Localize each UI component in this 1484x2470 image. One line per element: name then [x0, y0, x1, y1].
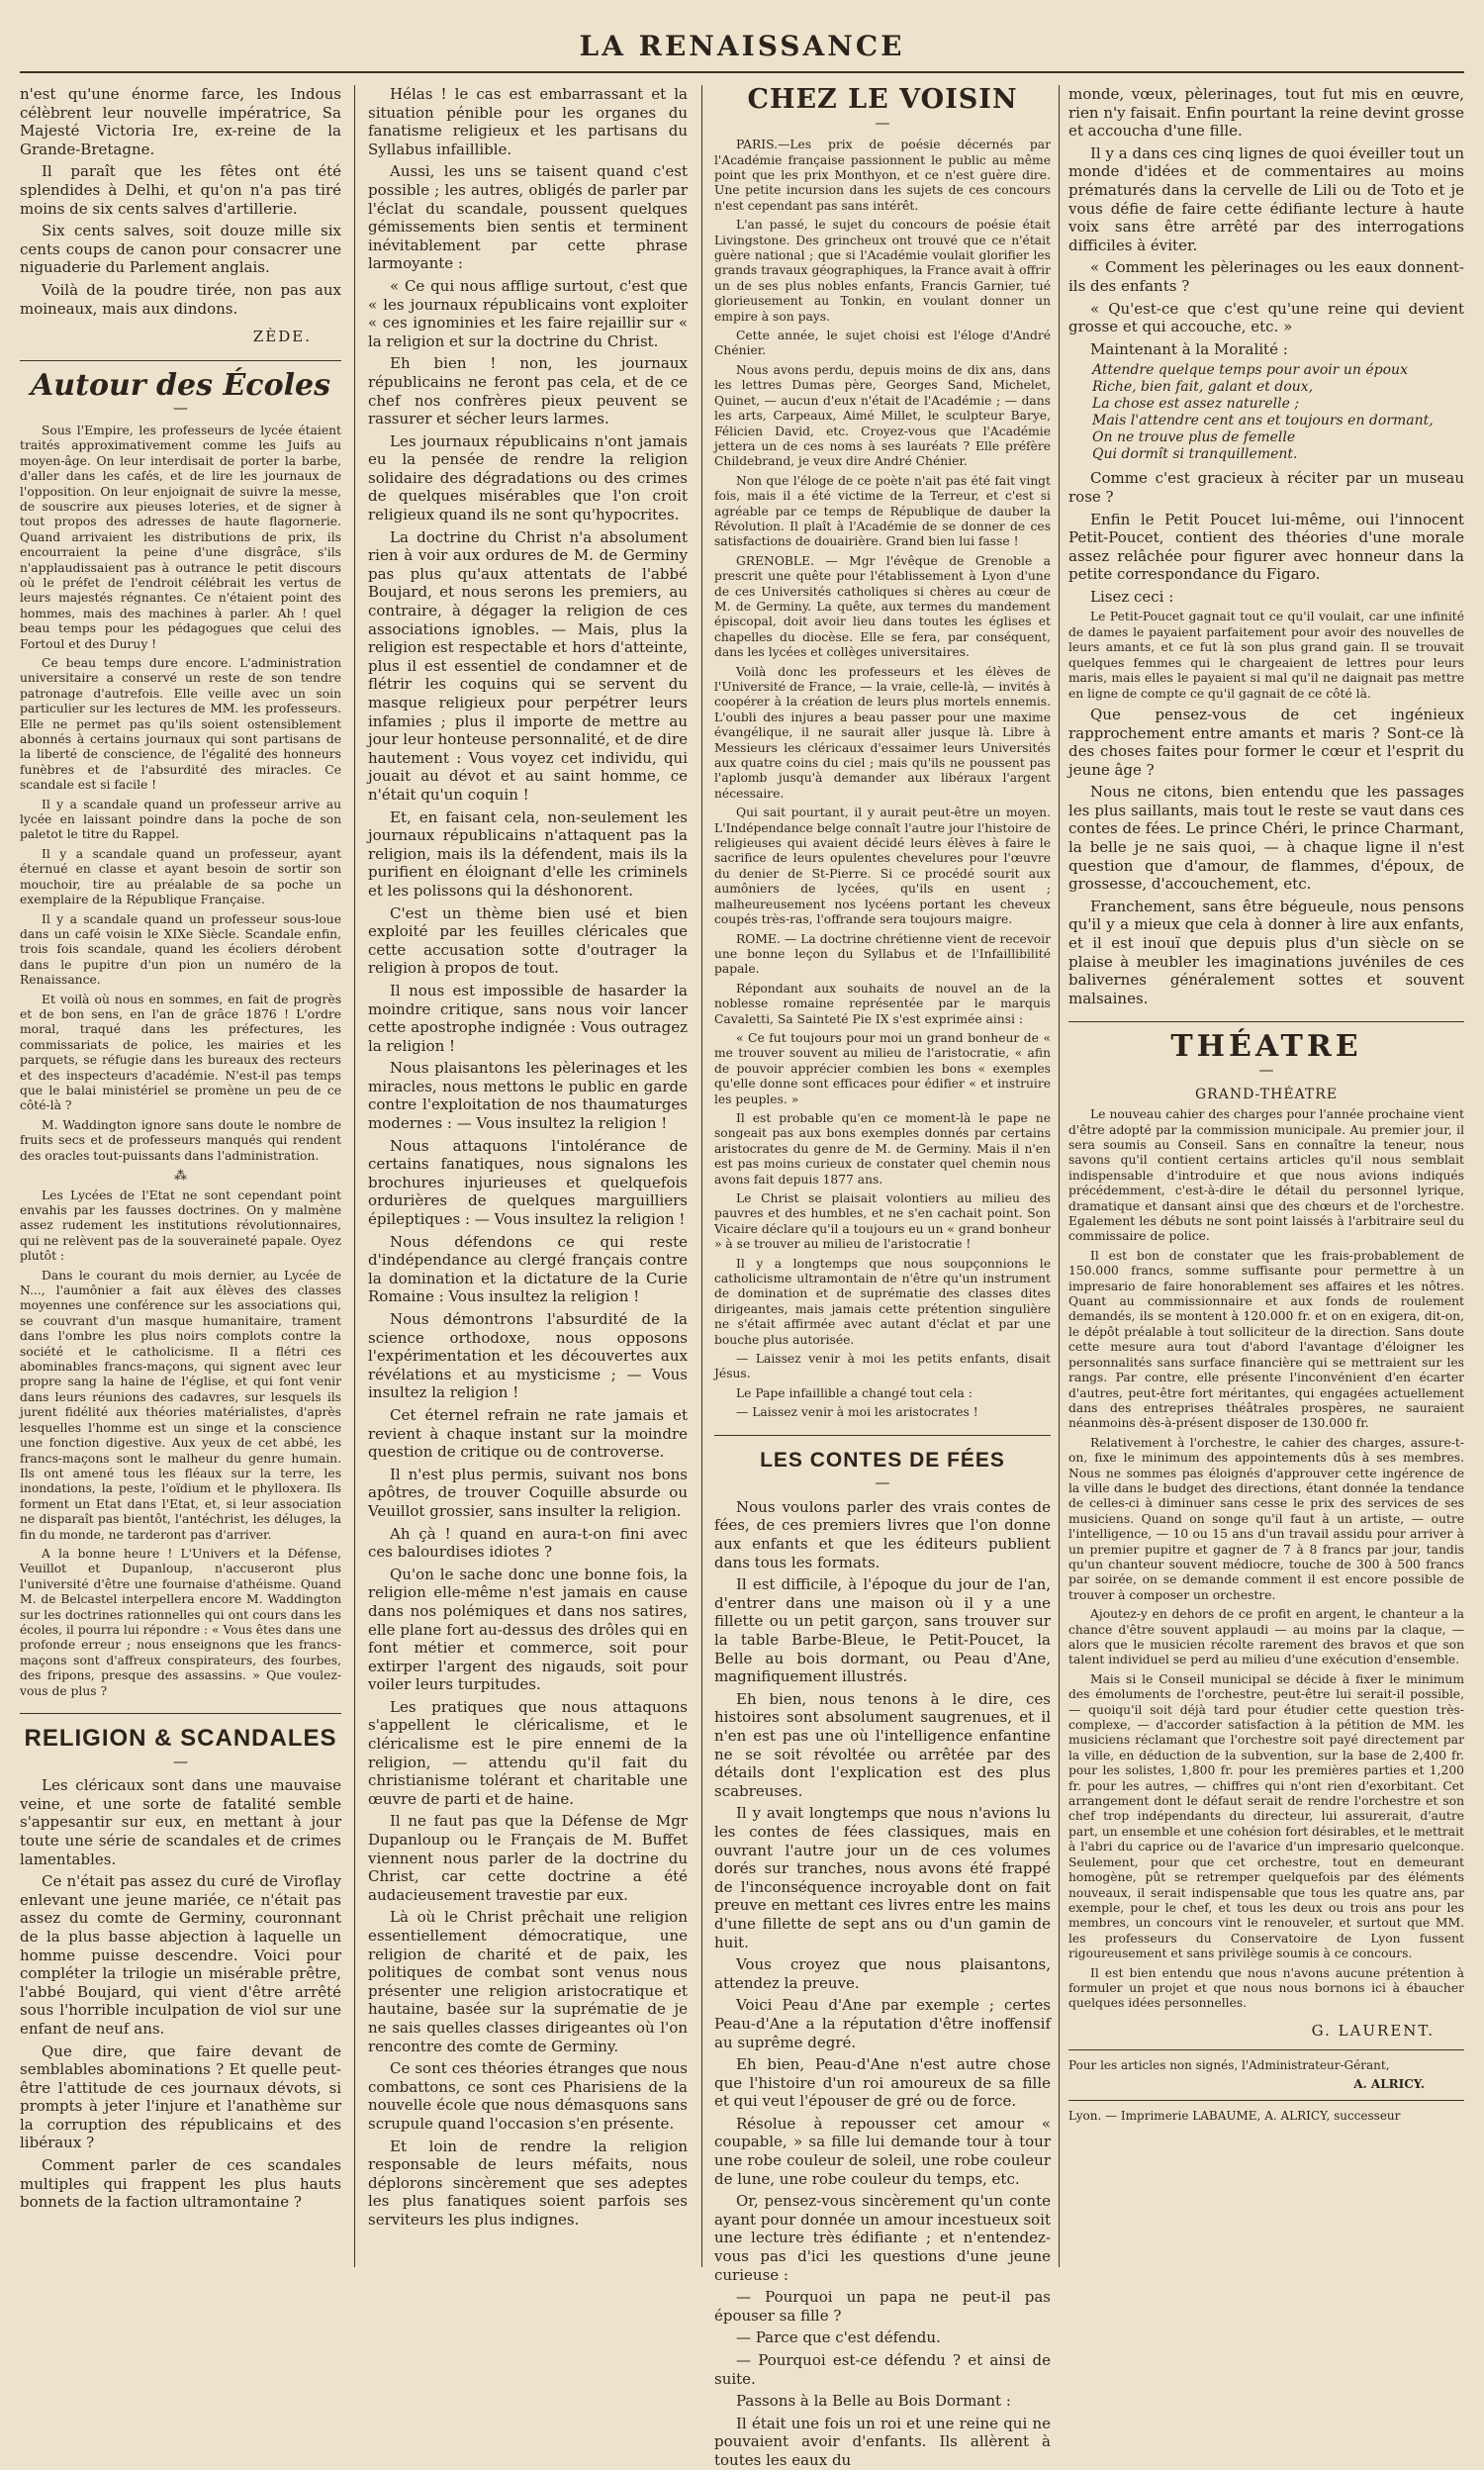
paragraph: Il y a scandale quand un professeur, ayant éternué en classe et ayant besoin de sortir son mouchoir, tire au préalable de sa poche un exemplaire de la République Française.	[20, 846, 341, 907]
paragraph: Qu'on le sache donc une bonne fois, la religion elle-même n'est jamais en cause dans nos polémiques et dans nos satires, elle plane fort au-dessus des drôles qui en font métier et commerce, soit pour extirper l'argent des nigauds, soit pour voiler leurs turpitudes.	[368, 1565, 688, 1694]
paragraph: Lisez ceci :	[1090, 587, 1174, 606]
paragraph: — Parce que c'est défendu.	[736, 2328, 941, 2347]
paragraph: Les journaux républicains n'ont jamais eu la pensée de rendre la religion solidaire des dégradations ou des crimes de quelques misérables que l'on croit religieux quand ils ne sont qu'hypocrites.	[368, 431, 688, 524]
paragraph: « Ce qui nous afflige surtout, c'est que « les journaux républicains vont exploiter « ces ignominies et les faire rejaillir sur « la religion et sur la doctrine du Christ.	[368, 276, 688, 350]
paragraph: Ce n'était pas assez du curé de Viroflay enlevant une jeune mariée, ce n'était pas assez du comte de Germiny, couronnant de la plus basse abjection à laquelle un homme puisse descendre. Voici pour compléter la trilogie un misérable prêtre, l'abbé Boujard, qui vient d'être arrêté sous l'horrible inculpation de viol sur une enfant de neuf ans.	[20, 1872, 341, 2038]
paragraph: Vous croyez que nous plaisantons, attendez la preuve.	[714, 1955, 1051, 1992]
top-rule	[20, 71, 1464, 73]
paragraph: Franchement, sans être bégueule, nous pensons qu'il y a mieux que cela à donner à lire aux enfants, et il est inouï que depuis plus d'un siècle on se plaise à meubler les imaginations juvéniles de ces balivernes généralement sottes et souvent malsaines.	[1068, 897, 1464, 1007]
paragraph: Voici Peau d'Ane par exemple ; certes Peau-d'Ane a la réputation d'être inoffensif au suprême degré.	[714, 1996, 1051, 2051]
column-2	[368, 85, 688, 2267]
paragraph: Hélas ! le cas est embarrassant et la situation pénible pour les organes du fanatisme religieux et les partisans du Syllabus infaillible.	[368, 85, 688, 158]
religion-section: RELIGION & SCANDALES — Les cléricaux sont dans une mauvaise veine, et une sorte de fatalité semble s'appesantir sur eux, en mettant à jour toute une série de scandales et de crimes lamentables. Ce n'était pas assez du curé de Viroflay enlevant une jeune mariée, ce n'était pas assez du comte de Germiny, couronnant de la plus basse abjection à laquelle un homme puisse descendre. Voici pour compléter la trilogie un misérable prêtre, l'abbé Boujard, qui vient d'être arrêté sous l'horrible inculpation de viol sur une enfant de neuf ans. Que dire, que faire devant de semblables abominations ? Et quelle peut-être l'attitude de ces journaux dévots, si prompts à jeter l'injure et l'anathème sur la corruption des républicains et des libéraux ? Comment parler de ces scandales multiples qui frappent les plus hauts bonnets de la faction ultramontaine ?	[20, 1713, 341, 2212]
paragraph: Les cléricaux sont dans une mauvaise veine, et une sorte de fatalité semble s'appesantir sur eux, en mettant à jour toute une série de scandales et de crimes lamentables.	[20, 1776, 341, 1868]
column-4	[1068, 85, 1464, 2267]
paragraph: Nous plaisantons les pèlerinages et les miracles, nous mettons le public en garde contre l'exploitation de nos thaumaturges modernes : — Vous insultez la religion !	[368, 1059, 688, 1133]
paragraph: Dans le courant du mois dernier, au Lycée de N..., l'aumônier a fait aux élèves des classes moyennes une conférence sur les associations qui, se couvrant d'un masque humanitaire, trament dans l'ombre les plus noirs complots contre la société et le catholicisme. Il a flétri ces abominables francs-maçons, qui signent avec leur propre sang la haine de l'église, et qui font venir dans leurs réunions des cadavres, sur lesquels ils jurent fidélité aux théories matérialistes, d'après lesquelles l'homme est un singe et la conscience une fonction digestive. Aux yeux de cet abbé, les francs-maçons sont le malheur du genre humain. Ils ont amené tous les fléaux sur la terre, les inondations, la peste, l'oïdium et le phylloxera. Ils forment un Etat dans l'Etat, et, si leur association ne disparaît pas bientôt, l'antéchrist, les déluges, la fin du monde, ne tarderont pas d'arriver.	[20, 1268, 341, 1542]
paragraph: Non que l'éloge de ce poète n'ait pas été fait vingt fois, mais il a été victime de la Terreur, et c'est si agréable par ce temps de République de dauber la Révolution. Il plaît à l'Académie de se donner de ces satisfactions de douairière. Grand bien lui fasse !	[714, 473, 1051, 549]
paragraph: Voilà donc les professeurs et les élèves de l'Université de France, — la vraie, celle-là, — invités à coopérer à la création de leurs plus mortels ennemis. L'oubli des injures a beau passer pour une maxime évangélique, il ne saurait aller jusque là. Libre à Messieurs les cléricaux d'essaimer leurs Universités aux quatre coins du ciel ; mais qu'ils ne poussent pas l'aplomb jusqu'à demander aux libéraux l'argent nécessaire.	[714, 664, 1051, 801]
paragraph: Le Christ se plaisait volontiers au milieu des pauvres et des humbles, et ne s'en cachait point. Son Vicaire déclare qu'il a toujours eu un « grand bonheur » à se trouver au milieu de l'aristocratie !	[714, 1191, 1051, 1252]
signature: G. LAURENT.	[1311, 2021, 1435, 2040]
paragraph: Eh bien, Peau-d'Ane n'est autre chose que l'histoire d'un roi amoureux de sa fille et qui veut l'épouser de gré ou de force.	[714, 2055, 1051, 2111]
paragraph: Mais si le Conseil municipal se décide à fixer le minimum des émoluments de l'orchestre, peut-être lui serait-il possible, — quoiqu'il soit déjà tard pour étudier cette question très-complexe, — d'accorder satisfaction à la pétition de MM. les musiciens réclamant que l'orchestre soit payé directement par la ville, en déduction de la subvention, sur la base de 2,400 fr. pour les solistes, 1,800 fr. pour les premières parties et 1,200 fr. pour les autres, — chiffres qui n'ont rien d'exorbitant. Cet arrangement dont le défaut serait de rendre l'orchestre et son chef trop indépendants du directeur, lui assurerait, d'autre part, un ensemble et une cohésion fort désirables, et le mettrait à l'abri du caprice ou de l'avarice d'un impresario quelconque. Seulement, pour que cet orchestre, tout en demeurant homogène, pût se retremper quelquefois par des éléments nouveaux, il serait indispensable que tous les quatre ans, par exemple, pour le chef, et tous les deux ou trois ans pour les membres, un concours vint le renouveler, et surtout que MM. les professeurs du Conservatoire de Lyon fussent rigoureusement et sans privilège soumis à ce concours.	[1068, 1671, 1464, 1961]
paragraph: « Qu'est-ce que c'est qu'une reine qui devient grosse et qui accouche, etc. »	[1068, 299, 1464, 336]
paragraph: L'an passé, le sujet du concours de poésie était Livingstone. Des grincheux ont trouvé que ce n'était guère national ; que si l'Académie voulait glorifier les grands travaux géographiques, la France avait à offrir un de ses plus nobles enfants, Francis Garnier, tué glorieusement au Tonkin, en voulant donner un empire à son pays.	[714, 218, 1051, 324]
paragraph: Il n'est plus permis, suivant nos bons apôtres, de trouver Coquille absurde ou Veuillot grossier, sans insulter la religion.	[368, 1465, 688, 1520]
paragraph: Enfin le Petit Poucet lui-même, oui l'innocent Petit-Poucet, contient des théories d'une morale assez relâchée pour figurer avec honneur dans la petite correspondance du Figaro.	[1068, 510, 1464, 584]
paragraph: Voilà de la poudre tirée, non pas aux moineaux, mais aux dindons.	[20, 280, 341, 318]
footer-name: A. ALRICY.	[1353, 2076, 1425, 2091]
paragraph: Comment parler de ces scandales multiples qui frappent les plus hauts bonnets de la faction ultramontaine ?	[20, 2156, 341, 2212]
paragraph: — Pourquoi un papa ne peut-il pas épouser sa fille ?	[714, 2288, 1051, 2325]
paragraph: Eh bien ! non, les journaux républicains ne feront pas cela, et de ce chef nos confrères pieux peuvent se rassurer et sécher leurs larmes.	[368, 354, 688, 428]
verse	[1092, 362, 1464, 463]
paragraph: Nous démontrons l'absurdité de la science orthodoxe, nous opposons l'expérimentation et les découvertes aux révélations et au mysticisme ; — Vous insultez la religion !	[368, 1310, 688, 1402]
ecoles-section: Autour des Écoles — Sous l'Empire, les professeurs de lycée étaient traités approximativement comme les Juifs au moyen-âge. On leur interdisait de porter la barbe, d'aller dans les cafés, et de lire les journaux de l'opposition. On leur enjoignait de suivre la messe, de souscrire aux pieuses loteries, et de signer à tout propos des adresses de haute flagornerie. Quand arrivaient les distributions de prix, ils encourraient la peine d'une disgrâce, s'ils n'applaudissaient pas à outrance le petit discours où le préfet de l'endroit célébrait les vertus de leurs majestés régnantes. Ce n'étaient point des hommes, mais des machines à parler. Ah ! quel beau temps pour les pédagogues que celui des Fortoul et des Duruy ! Ce beau temps dure encore. L'administration universitaire a conservé un reste de son tendre patronage d'autrefois. Elle veille avec un soin particulier sur les lectures de MM. les professeurs. Elle ne permet pas qu'ils soient ostensiblement abonnés à certains journaux qui sont partisans de la liberté de conscience, de l'égalité des honneurs funèbres et de l'absurdité des miracles. Ce scandale est si facile ! Il y a scandale quand un professeur arrive au lycée en laissant poindre dans la poche de son paletot le titre du Rappel. Il y a scandale quand un professeur, ayant éternué en classe et ayant besoin de sortir son mouchoir, tire au préalable de sa poche un exemplaire de la République Française. Il y a scandale quand un professeur sous-loue dans un café voisin le XIXe Siècle. Scandale enfin, trois fois scandale, quand les écoliers dérobent dans le pupitre d'un pion un numéro de la Renaissance. Et voilà où nous en sommes, en fait de progrès et de bon sens, en l'an de grâce 1876 ! L'ordre moral, traqué dans les préfectures, les commissariats de police, les mairies et les parquets, se réfugie dans les bureaux des recteurs et des inspecteurs d'académie. N'est-il pas temps que le balai ministériel se promène un peu de ce côté-là ? M. Waddington ignore sans doute le nombre de fruits secs et de professeurs manqués qui rendent des oracles tout-puissants dans l'administration. ⁂ Les Lycées de l'Etat ne sont cependant point envahis par les fausses doctrines. On y malmène assez rudement les institutions révolutionnaires, qui ne relèvent pas de la souveraineté papale. Oyez plutôt : Dans le courant du mois dernier, au Lycée de N..., l'aumônier a fait aux élèves des classes moyennes une conférence sur les associations qui, se couvrant d'un masque humanitaire, trament dans l'ombre les plus noirs complots contre la société et le catholicisme. Il a flétri ces abominables francs-maçons, qui signent avec leur propre sang la haine de l'église, et qui font venir dans leurs réunions des cadavres, sur lesquels ils jurent fidélité aux théories matérialistes, d'après lesquelles l'homme est un singe et la conscience une fonction digestive. Aux yeux de cet abbé, les francs-maçons sont le malheur du genre humain. Ils ont amené tous les fléaux sur la terre, les inondations, la peste, l'oïdium et le phylloxera. Ils forment un Etat dans l'Etat, et, si leur association ne disparaît pas bientôt, l'antéchrist, les déluges, la fin du monde, ne tarderont pas d'arriver. A la bonne heure ! L'Univers et la Défense, Veuillot et Dupanloup, n'accuseront plus l'université d'être une fournaise d'athéisme. Quand M. de Belcastel interpellera encore M. Waddington sur les doctrines rationnelles qui ont cours dans les écoles, il pourra lui répondre : « Vous êtes dans une profonde erreur ; nous enseignons que les francs-maçons sont d'affreux conspirateurs, des fourbes, des fripons, presque des assassins. » Que voulez-vous de plus ?	[20, 360, 341, 1699]
paragraph: Ajoutez-y en dehors de ce profit en argent, le chanteur a la chance d'être souvent applaudi — au moins par la claque, — alors que le musicien récolte rarement des bravos et que son talent individuel se perd au milieu d'une exécution d'ensemble.	[1068, 1607, 1464, 1667]
paragraph: Nous attaquons l'intolérance de certains fanatiques, nous signalons les brochures injurieuses et quelquefois ordurières de quelques marguilliers épileptiques : — Vous insultez la religion !	[368, 1136, 688, 1229]
paragraph: Il est difficile, à l'époque du jour de l'an, d'entrer dans une maison où il y a une fillette ou un petit garçon, sans trouver sur la table Barbe-Bleue, le Petit-Poucet, la Belle au bois dormant, ou Peau d'Ane, magnifiquement illustrés.	[714, 1575, 1051, 1686]
column-1	[20, 85, 341, 2267]
paragraph: Répondant aux souhaits de nouvel an de la noblesse romaine représentée par le marquis Cavaletti, Sa Sainteté Pie IX s'est exprimée ainsi :	[714, 981, 1051, 1026]
paragraph: Il paraît que les fêtes ont été splendides à Delhi, et qu'on n'a pas tiré moins de six cents salves d'artillerie.	[20, 162, 341, 218]
paragraph: n'est qu'une énorme farce, les Indous célèbrent leur nouvelle impératrice, Sa Majesté Victoria Ire, ex-reine de la Grande-Bretagne.	[20, 85, 341, 158]
paragraph: Six cents salves, soit douze mille six cents coups de canon pour consacrer une niguaderie du Parlement anglais.	[20, 222, 341, 277]
section-title: Autour des Écoles	[31, 367, 330, 403]
section-title: RELIGION & SCANDALES	[24, 1725, 337, 1752]
section-title: THÉATRE	[1170, 1029, 1362, 1065]
paragraph: Comme c'est gracieux à réciter par un museau rose ?	[1068, 469, 1464, 506]
paragraph: — Pourquoi est-ce défendu ? et ainsi de suite.	[714, 2351, 1051, 2388]
paragraph: Maintenant à la Moralité :	[1090, 339, 1288, 358]
paragraph: Ce sont ces théories étranges que nous combattons, ce sont ces Pharisiens de la nouvelle école que nous démasquons sans scrupule quand l'occasion s'en présente.	[368, 2059, 688, 2133]
paragraph: Le Pape infaillible a changé tout cela :	[736, 1385, 973, 1400]
column-rule	[354, 85, 355, 2267]
paragraph: Que dire, que faire devant de semblables abominations ? Et quelle peut-être l'attitude de ces journaux dévots, si prompts à jeter l'injure et l'anathème sur la corruption des républicains et des libéraux ?	[20, 2042, 341, 2152]
verse-line: Attendre quelque temps pour avoir un époux	[1092, 362, 1408, 379]
paragraph: Et loin de rendre la religion responsable de leurs méfaits, nous déplorons sincèrement que ses adeptes les plus fanatiques soient parfois ses serviteurs les plus indignes.	[368, 2137, 688, 2229]
paragraph: C'est un thème bien usé et bien exploité par les feuilles cléricales que cette accusation sotte d'outrager la religion à propos de tout.	[368, 903, 688, 978]
verse-line: Mais l'attendre cent ans et toujours en dormant,	[1092, 413, 1434, 429]
verse-line: Riche, bien fait, galant et doux,	[1092, 379, 1314, 396]
paragraph: monde, vœux, pèlerinages, tout fut mis en œuvre, rien n'y faisait. Enfin pourtant la reine devint grosse et accoucha d'une fille.	[1068, 85, 1464, 141]
paragraph: Il était une fois un roi et une reine qui ne pouvaient avoir d'enfants. Ils allèrent à toutes les eaux du	[714, 2414, 1051, 2469]
paragraph: ROME. — La doctrine chrétienne vient de recevoir une bonne leçon du Syllabus et de l'Infaillibilité papale.	[714, 931, 1051, 977]
paragraph: Cet éternel refrain ne rate jamais et revient à chaque instant sur la moindre question de critique ou de controverse.	[368, 1405, 688, 1462]
paragraph: Il est bon de constater que les frais-probablement de 150.000 francs, somme suffisante pour permettre à un impresario de faire honorablement ses affaires et les nôtres. Quant au commissionnaire et aux fonds de roulement demandés, ils se montent à 120.000 fr. et on en exigera, dit-on, le dépôt préalable à tout solliciteur de la direction. Sans doute cette mesure aura tout d'abord l'avantage d'éloigner les personnalités sans surface financière qui se mettraient sur les rangs. Par contre, elle présente l'inconvénient d'en écarter d'autres, peut-être fort méritantes, qui engagées actuellement dans des entreprises théâtrales prospères, ne sauraient néanmoins dès-à-présent disposer de 130.000 fr.	[1068, 1248, 1464, 1431]
paragraph: Et voilà où nous en sommes, en fait de progrès et de bon sens, en l'an de grâce 1876 ! L'ordre moral, traqué dans les préfectures, les commissariats de police, les mairies et les parquets, se réfugie dans les bureaux des recteurs et des inspecteurs d'académie. N'est-il pas temps que le balai ministériel se promène un peu de ce côté-là ?	[20, 992, 341, 1113]
paragraph: Sous l'Empire, les professeurs de lycée étaient traités approximativement comme les Juifs au moyen-âge. On leur interdisait de porter la barbe, d'aller dans les cafés, et de lire les journaux de l'opposition. On leur enjoignait de suivre la messe, de souscrire aux pieuses loteries, et de signer à tout propos des adresses de haute flagornerie. Quand arrivaient les distributions de prix, ils encourraient la peine d'une disgrâce, s'ils n'applaudissaient pas à outrance le petit discours où le préfet de l'endroit célébrait les vertus de leurs majestés régnantes. Ce n'étaient point des hommes, mais des machines à parler. Ah ! quel beau temps pour les pédagogues que celui des Fortoul et des Duruy !	[20, 423, 341, 651]
paragraph: Il nous est impossible de hasarder la moindre critique, sans nous voir lancer cette apostrophe indignée : Vous outragez la religion !	[368, 981, 688, 1055]
theatre-section: THÉATRE — GRAND-THÉATRE Le nouveau cahier des charges pour l'année prochaine vient d'être adopté par la commission municipale. Au premier jour, il sera soumis au Conseil. Sans en connaître la teneur, nous savons qu'il contient certains articles qu'il nous semblait indispensable d'introduire et que nous avions indiqués précédemment, c'est-à-dire le détail du personnel lyrique, dramatique et dansant ainsi que des chœurs et de l'orchestre. Egalement les débuts ne sont point laissés à l'arbitraire seul du commissaire de police. Il est bon de constater que les frais-probablement de 150.000 francs, somme suffisante pour permettre à un impresario de faire honorablement ses affaires et les nôtres. Quant au commissionnaire et aux fonds de roulement demandés, ils se montent à 120.000 fr. et on en exigera, dit-on, le dépôt préalable à tout solliciteur de la direction. Sans doute cette mesure aura tout d'abord l'avantage d'éloigner les personnalités sans surface financière qui se mettraient sur les rangs. Par contre, elle présente l'inconvénient d'en écarter d'autres, peut-être fort méritantes, qui engagées actuellement dans des entreprises théâtrales prospères, ne sauraient néanmoins dès-à-présent disposer de 130.000 fr. Relativement à l'orchestre, le cahier des charges, assure-t-on, fixe le minimum des appointements dûs à ses membres. Nous ne sommes pas éloignés d'approuver cette ingérence de la ville dans le budget des directions, étant donnée la tendance de celles-ci à diminuer sans cesse le prix des services de ses musiciens. Quand on songe qu'il faut à un artiste, — outre l'intelligence, — 10 ou 15 ans d'un travail assidu pour arriver à un premier pupitre et gagner de 7 à 8 francs par jour, tandis qu'un chanteur souvent médiocre, touche de 300 à 500 francs par soirée, on se demande comment il est encore possible de trouver à composer un orchestre. Ajoutez-y en dehors de ce profit en argent, le chanteur a la chance d'être souvent applaudi — au moins par la claque, — alors que le musicien récolte rarement des bravos et que son talent individuel se perd au milieu d'une exécution d'ensemble. Mais si le Conseil municipal se décide à fixer le minimum des émoluments de l'orchestre, peut-être lui serait-il possible, — quoiqu'il soit déjà tard pour étudier cette question très-complexe, — d'accorder satisfaction à la pétition de MM. les musiciens réclamant que l'orchestre soit payé directement par la ville, en déduction de la subvention, sur la base de 2,400 fr. pour les solistes, 1,800 fr. pour les premières parties et 1,200 fr. pour les autres, — chiffres qui n'ont rien d'exorbitant. Cet arrangement dont le défaut serait de rendre l'orchestre et son chef trop indépendants du directeur, lui assurerait, d'autre part, un ensemble et une cohésion fort désirables, et le mettrait à l'abri du caprice ou de l'avarice d'un impresario quelconque. Seulement, pour que cet orchestre, tout en demeurant homogène, pût se retremper quelquefois par des éléments nouveaux, il serait indispensable que tous les quatre ans, par exemple, pour le chef, et tous les deux ou trois ans pour les membres, un concours vint le renouveler, et surtout que MM. les professeurs du Conservatoire de Lyon fussent rigoureusement et sans privilège soumis à ce concours. Il est bien entendu que nous n'avons aucune prétention à formuler un projet et que nous nous bornons ici à ébaucher quelques idées personnelles. G. LAURENT.	[1068, 1021, 1464, 2040]
masthead: LA RENAISSANCE	[579, 30, 905, 62]
paragraph: Il y a scandale quand un professeur sous-loue dans un café voisin le XIXe Siècle. Scandale enfin, trois fois scandale, quand les écoliers dérobent dans le pupitre d'un pion un numéro de la Renaissance.	[20, 911, 341, 988]
paragraph: Il y a scandale quand un professeur arrive au lycée en laissant poindre dans la poche de son paletot le titre du Rappel.	[20, 797, 341, 842]
paragraph: Les Lycées de l'Etat ne sont cependant point envahis par les fausses doctrines. On y malmène assez rudement les institutions révolutionnaires, qui ne relèvent pas de la souveraineté papale. Oyez plutôt :	[20, 1188, 341, 1264]
column-rule	[701, 85, 702, 2267]
column-rule	[1059, 85, 1060, 2267]
verse-line: On ne trouve plus de femelle	[1092, 429, 1296, 446]
paragraph: Il ne faut pas que la Défense de Mgr Dupanloup ou le Français de M. Buffet viennent nous parler de la doctrine du Christ, car cette doctrine a été audacieusement travestie par eux.	[368, 1812, 688, 1904]
paragraph: Là où le Christ prêchait une religion essentiellement démocratique, une religion de charité et de paix, les politiques de combat sont venus nous présenter une religion aristocratique et hautaine, basée sur la suprématie de je ne sais quelles classes dirigeantes où l'on rencontre des comte de Germiny.	[368, 1908, 688, 2055]
paragraph: Nous ne citons, bien entendu que les passages les plus saillants, mais tout le reste se vaut dans ces contes de fées. Le prince Chéri, le prince Charmant, la belle je ne sais quoi, — à chaque ligne il n'est question que d'amour, de flammes, d'époux, de grossesse, d'accouchement, etc.	[1068, 783, 1464, 894]
paragraph: « Ce fut toujours pour moi un grand bonheur de « me trouver souvent au milieu de l'aristocratie, « afin de pouvoir apprécier combien les bons « exemples qu'elle donne sont efficaces pour édifier « et instruire les peuples. »	[714, 1030, 1051, 1106]
footer	[1068, 2049, 1464, 2125]
intro-text	[20, 85, 341, 318]
paragraph: Ce beau temps dure encore. L'administration universitaire a conservé un reste de son tendre patronage d'autrefois. Elle veille avec un soin particulier sur les lectures de MM. les professeurs. Elle ne permet pas qu'ils soient ostensiblement abonnés à certains journaux qui sont partisans de la liberté de conscience, de l'égalité des honneurs funèbres et de l'absurdité des miracles. Ce scandale est si facile !	[20, 656, 341, 793]
paragraph: Relativement à l'orchestre, le cahier des charges, assure-t-on, fixe le minimum des appointements dûs à ses membres. Nous ne sommes pas éloignés d'approuver cette ingérence de la ville dans le budget des directions, étant donnée la tendance de celles-ci à diminuer sans cesse le prix des services de ses musiciens. Quand on songe qu'il faut à un artiste, — outre l'intelligence, — 10 ou 15 ans d'un travail assidu pour arriver à un premier pupitre et gagner de 7 à 8 francs par jour, tandis qu'un chanteur souvent médiocre, touche de 300 à 500 francs par soirée, on se demande comment il est encore possible de trouver à composer un orchestre.	[1068, 1435, 1464, 1602]
paragraph: Passons à la Belle au Bois Dormant :	[736, 2392, 1011, 2411]
footer-imprint: Lyon. — Imprimerie LABAUME, A. ALRICY, successeur	[1068, 2108, 1401, 2123]
paragraph: Qui sait pourtant, il y aurait peut-être un moyen. L'Indépendance belge connaît l'autre jour l'histoire de religieuses qui avaient décidé leurs élèves à faire le sacrifice de leurs opulentes chevelures pour l'œuvre du denier de St-Pierre. Si ce procédé sourit aux aumôniers de lycées, qu'ils en usent ; malheureusement nos lycéens portant les cheveux coupés très-ras, l'offrande sera toujours maigre.	[714, 806, 1051, 927]
paragraph: Il est bien entendu que nous n'avons aucune prétention à formuler un projet et que nous nous bornons ici à ébaucher quelques idées personnelles.	[1068, 1965, 1464, 2011]
paragraph: PARIS.—Les prix de poésie décernés par l'Académie française passionnent le public au même point que les prix Monthyon, et ce n'est guère dire. Une petite incursion dans les sujets de ces concours n'est cependant pas sans intérêt.	[714, 138, 1051, 213]
paragraph: Ah çà ! quand en aura-t-on fini avec ces balourdises idiotes ?	[368, 1524, 688, 1562]
paragraph: Aussi, les uns se taisent quand c'est possible ; les autres, obligés de parler par l'éclat du scandale, poussent quelques gémissements bien sentis et terminent inévitablement par cette phrase larmoyante :	[368, 162, 688, 273]
paragraph: — Laissez venir à moi les aristocrates !	[736, 1405, 978, 1420]
paragraph: Il y a dans ces cinq lignes de quoi éveiller tout un monde d'idées et de commentaires au moins prématurés dans la cervelle de Lili ou de Toto et je vous défie de faire cette édifiante lecture à haute voix sans être arrêté par des interrogations difficiles à éviter.	[1068, 143, 1464, 254]
paragraph: Il est probable qu'en ce moment-là le pape ne songeait pas aux bons exemples donnés par certains aristocrates du genre de M. de Germiny. Mais il n'en est pas moins curieux de constater quel chemin nous avons fait depuis 1877 ans.	[714, 1110, 1051, 1187]
paragraph: Résolue à repousser cet amour « coupable, » sa fille lui demande tour à tour une robe couleur de soleil, une robe couleur de lune, une robe couleur du temps, etc.	[714, 2114, 1051, 2188]
paragraph: Que pensez-vous de cet ingénieux rapprochement entre amants et maris ? Sont-ce là des choses faites pour former le cœur et l'esprit du jeune âge ?	[1068, 705, 1464, 779]
paragraph: Or, pensez-vous sincèrement qu'un conte ayant pour donnée un amour incestueux soit une lecture très édifiante ; et n'entendez-vous pas d'ici les questions d'une jeune curieuse :	[714, 2192, 1051, 2284]
paragraph: Il y a longtemps que nous soupçonnions le catholicisme ultramontain de n'être qu'un instrument de domination et de suprématie des classes dites dirigeantes, mais jamais cette prétention singulière ne s'était affirmée avec autant d'éclat et par une bouche plus autorisée.	[714, 1256, 1051, 1347]
paragraph: Les pratiques que nous attaquons s'appellent le cléricalisme, et le cléricalisme est le pire ennemi de la religion, — attendu qu'il fait du christianisme tolérant et charitable une œuvre de parti et de haine.	[368, 1697, 688, 1808]
section-title: LES CONTES DE FÉES	[760, 1448, 1005, 1472]
section-subtitle: GRAND-THÉATRE	[1194, 1086, 1338, 1102]
paragraph: Nous voulons parler des vrais contes de fées, de ces premiers livres que l'on donne aux enfants et que les éditeurs publient dans tous les formats.	[714, 1497, 1051, 1571]
quote-paragraph: Le Petit-Poucet gagnait tout ce qu'il voulait, car une infinité de dames le payaient parfaitement pour avoir des nouvelles de leurs amants, et ce fut là son plus grand gain. Il se trouvait quelques femmes qui le chargeaient de lettres pour leurs maris, mais elles le payaient si mal qu'il ne daignait pas mettre en ligne de compte ce qu'il gagnait de ce côté là.	[1068, 610, 1464, 701]
paragraph: Nous avons perdu, depuis moins de dix ans, dans les lettres Dumas père, Georges Sand, Michelet, Quinet, — aucun d'eux n'était de l'Académie ; — dans les arts, Carpeaux, Aimé Millet, le sculpteur Barye, Félicien David, etc. Croyez-vous que l'Académie jettera un de ces noms à ses lauréats ? Elle préfère Childebrand, je veux dire André Chénier.	[714, 362, 1051, 469]
signature: ZÈDE.	[252, 328, 312, 346]
paragraph: — Laissez venir à moi les petits enfants, disait Jésus.	[714, 1352, 1051, 1381]
asterism: ⁂	[174, 1169, 187, 1184]
paragraph: La doctrine du Christ n'a absolument rien à voir aux ordures de M. de Germiny pas plus qu'aux attentats de l'abbé Boujard, et nous serons les premiers, au contraire, à dégager la religion de ces associations ignobles. — Mais, plus la religion est respectable et hors d'atteinte, plus il est essentiel de condamner et de flétrir les coquins qui se servent du masque religieux pour perpétrer leurs infamies ; plus il importe de mettre au jour leur honteuse personnalité, et de dire hautement : Vous voyez cet individu, qui jouait au dévot et au saint homme, ce n'était qu'un coquin !	[368, 527, 688, 804]
paragraph: Cette année, le sujet choisi est l'éloge d'André Chénier.	[714, 329, 1051, 358]
paragraph: GRENOBLE. — Mgr l'évêque de Grenoble a prescrit une quête pour l'établissement à Lyon d'une de ces Universités catholiques si chères au cœur de M. de Germiny. La quête, aux termes du mandement épiscopal, doit avoir lieu dans toutes les églises et chapelles du diocèse. Elle se fera, par conséquent, dans les lycées et collèges universitaires.	[714, 553, 1051, 660]
footer-note: Pour les articles non signés, l'Administrateur-Gérant,	[1068, 2058, 1390, 2073]
verse-line: La chose est assez naturelle ;	[1092, 396, 1300, 413]
contes-section: LES CONTES DE FÉES — Nous voulons parler des vrais contes de fées, de ces premiers livres que l'on donne aux enfants et que les éditeurs publient dans tous les formats. Il est difficile, à l'époque du jour de l'an, d'entrer dans une maison où il y a une fillette ou un petit garçon, sans trouver sur la table Barbe-Bleue, le Petit-Poucet, la Belle au bois dormant, ou Peau d'Ane, magnifiquement illustrés. Eh bien, nous tenons à le dire, ces histoires sont absolument saugrenues, et il n'en est pas une où l'intelligence enfantine ne se soit révoltée ou arrêtée par des détails dont l'explication est des plus scabreuses. Il y avait longtemps que nous n'avions lu les contes de fées classiques, mais en ouvrant l'autre jour un de ces volumes dorés sur tranches, nous avons été frappé de l'inconséquence incroyable dont on fait preuve en mettant ces livres entre les mains d'une fillette de sept ans ou d'un gamin de huit. Vous croyez que nous plaisantons, attendez la preuve. Voici Peau d'Ane par exemple ; certes Peau-d'Ane a la réputation d'être inoffensif au suprême degré. Eh bien, Peau-d'Ane n'est autre chose que l'histoire d'un roi amoureux de sa fille et qui veut l'épouser de gré ou de force. Résolue à repousser cet amour « coupable, » sa fille lui demande tour à tour une robe couleur de soleil, une robe couleur de lune, une robe couleur du temps, etc. Or, pensez-vous sincèrement qu'un conte ayant pour donnée un amour incestueux soit une lecture très édifiante ; et n'entendez-vous pas d'ici les questions d'une jeune curieuse : — Pourquoi un papa ne peut-il pas épouser sa fille ? — Parce que c'est défendu. — Pourquoi est-ce défendu ? et ainsi de suite. Passons à la Belle au Bois Dormant : Il était une fois un roi et une reine qui ne pouvaient avoir d'enfants. Ils allèrent à toutes les eaux du	[714, 1435, 1051, 2470]
paragraph: Eh bien, nous tenons à le dire, ces histoires sont absolument saugrenues, et il n'en est pas une où l'intelligence enfantine ne se soit révoltée ou arrêtée par des détails dont l'explication est des plus scabreuses.	[714, 1689, 1051, 1800]
paragraph: M. Waddington ignore sans doute le nombre de fruits secs et de professeurs manqués qui rendent des oracles tout-puissants dans l'administration.	[20, 1117, 341, 1163]
paragraph: Et, en faisant cela, non-seulement les journaux républicains n'attaquent pas la religion, mais ils la défendent, mais ils la purifient en éloignant d'elle les criminels et les polissons qui la déshonorent.	[368, 808, 688, 900]
section-title: CHEZ LE VOISIN	[747, 84, 1018, 115]
paragraph: Nous défendons ce qui reste d'indépendance au clergé français contre la domination et la dictature de la Curie Romaine : Vous insultez la religion !	[368, 1232, 688, 1306]
column-3: CHEZ LE VOISIN — PARIS.—Les prix de poésie décernés par l'Académie française passionnent le public au même point que les prix Monthyon, et ce n'est guère dire. Une petite incursion dans les sujets de ces concours n'est cependant pas sans intérêt. L'an passé, le sujet du concours de poésie était Livingstone. Des grincheux ont trouvé que ce n'était guère national ; que si l'Académie voulait glorifier les grands travaux géographiques, la France avait à offrir un de ses plus nobles enfants, Francis Garnier, tué glorieusement au Tonkin, en voulant donner un empire à son pays. Cette année, le sujet choisi est l'éloge d'André Chénier. Nous avons perdu, depuis moins de dix ans, dans les lettres Dumas père, Georges Sand, Michelet, Quinet, — aucun d'eux n'était de l'Académie ; — dans les arts, Carpeaux, Aimé Millet, le sculpteur Barye, Félicien David, etc. Croyez-vous que l'Académie jettera un de ces noms à ses lauréats ? Elle préfère Childebrand, je veux dire André Chénier. Non que l'éloge de ce poète n'ait pas été fait vingt fois, mais il a été victime de la Terreur, et c'est si agréable par ce temps de République de dauber la Révolution. Il plaît à l'Académie de se donner de ces satisfactions de douairière. Grand bien lui fasse ! GRENOBLE. — Mgr l'évêque de Grenoble a prescrit une quête pour l'établissement à Lyon d'une de ces Universités catholiques si chères au cœur de M. de Germiny. La quête, aux termes du mandement épiscopal, doit avoir lieu dans toutes les églises et chapelles du diocèse. Elle se fera, par conséquent, dans les lycées et collèges universitaires. Voilà donc les professeurs et les élèves de l'Université de France, — la vraie, celle-là, — invités à coopérer à la création de leurs plus mortels ennemis. L'oubli des injures a beau passer pour une maxime évangélique, il ne saurait aller jusque là. Libre à Messieurs les cléricaux d'essaimer leurs Universités aux quatre coins du ciel ; mais qu'ils ne poussent pas l'aplomb jusqu'à demander aux libéraux l'argent nécessaire. Qui sait pourtant, il y aurait peut-être un moyen. L'Indépendance belge connaît l'autre jour l'histoire de religieuses qui avaient décidé leurs élèves à faire le sacrifice de leurs opulentes chevelures pour l'œuvre du denier de St-Pierre. Si ce procédé sourit aux aumôniers de lycées, qu'ils en usent ; malheureusement nos lycéens portant les cheveux coupés très-ras, l'offrande sera toujours maigre. ROME. — La doctrine chrétienne vient de recevoir une bonne leçon du Syllabus et de l'Infaillibilité papale. Répondant aux souhaits de nouvel an de la noblesse romaine représentée par le marquis Cavaletti, Sa Sainteté Pie IX s'est exprimée ainsi : « Ce fut toujours pour moi un grand bonheur de « me trouver souvent au milieu de l'aristocratie, « afin de pouvoir apprécier combien les bons « exemples qu'elle donne sont efficaces pour édifier « et instruire les peuples. » Il est probable qu'en ce moment-là le pape ne songeait pas aux bons exemples donnés par certains aristocrates du genre de M. de Germiny. Mais il n'en est pas moins curieux de constater quel chemin nous avons fait depuis 1877 ans. Le Christ se plaisait volontiers au milieu des pauvres et des humbles, et ne s'en cachait point. Son Vicaire déclare qu'il a toujours eu un « grand bonheur » à se trouver au milieu de l'aristocratie ! Il y a longtemps que nous soupçonnions le catholicisme ultramontain de n'être qu'un instrument de domination et de suprématie des classes dites dirigeantes, mais jamais cette prétention singulière ne s'était affirmée avec autant d'éclat et par une bouche plus autorisée. — Laissez venir à moi les petits enfants, disait Jésus. Le Pape infaillible a changé tout cela : — Laissez venir à moi les aristocrates ! LES CONTES DE FÉES — Nous voulons parler des vrais contes de fées, de ces premiers livres que l'on donne aux enfants et que les éditeurs publient dans tous les formats. Il est difficile, à l'époque du jour de l'an, d'entrer dans une maison où il y a une fillette ou un petit garçon, sans trouver sur la table Barbe-Bleue, le Petit-Poucet, la Belle au bois dormant, ou Peau d'Ane, magnifiquement illustrés. Eh bien, nous tenons à le dire, ces histoires sont absolument saugrenues, et il n'en est pas une où l'intelligence enfantine ne se soit révoltée ou arrêtée par des détails dont l'explication est des plus scabreuses. Il y avait longtemps que nous n'avions lu les contes de fées classiques, mais en ouvrant l'autre jour un de ces volumes dorés sur tranches, nous avons été frappé de l'inconséquence incroyable dont on fait preuve en mettant ces livres entre les mains d'une fillette de sept ans ou d'un gamin de huit. Vous croyez que nous plaisantons, attendez la preuve. Voici Peau d'Ane par exemple ; certes Peau-d'Ane a la réputation d'être inoffensif au suprême degré. Eh bien, Peau-d'Ane n'est autre chose que l'histoire d'un roi amoureux de sa fille et qui veut l'épouser de gré ou de force. Résolue à repousser cet amour « coupable, » sa fille lui demande tour à tour une robe couleur de soleil, une robe couleur de lune, une robe couleur du temps, etc. Or, pensez-vous sincèrement qu'un conte ayant pour donnée un amour incestueux soit une lecture très édifiante ; et n'entendez-vous pas d'ici les questions d'une jeune curieuse : — Pourquoi un papa ne peut-il pas épouser sa fille ? — Parce que c'est défendu. — Pourquoi est-ce défendu ? et ainsi de suite. Passons à la Belle au Bois Dormant : Il était une fois un roi et une reine qui ne pouvaient avoir d'enfants. Ils allèrent à toutes les eaux du	[714, 84, 1051, 2469]
paragraph: Le nouveau cahier des charges pour l'année prochaine vient d'être adopté par la commission municipale. Au premier jour, il sera soumis au Conseil. Sans en connaître la teneur, nous savons qu'il contient certains articles qu'il nous semblait indispensable d'introduire et que nous avions indiqués précédemment, c'est-à-dire le détail du personnel lyrique, dramatique et dansant ainsi que des chœurs et de l'orchestre. Egalement les débuts ne sont point laissés à l'arbitraire seul du commissaire de police.	[1068, 1107, 1464, 1244]
paragraph: « Comment les pèlerinages ou les eaux donnent-ils des enfants ?	[1068, 258, 1464, 295]
paragraph: Il y avait longtemps que nous n'avions lu les contes de fées classiques, mais en ouvrant l'autre jour un de ces volumes dorés sur tranches, nous avons été frappé de l'inconséquence incroyable dont on fait preuve en mettant ces livres entre les mains d'une fillette de sept ans ou d'un gamin de huit.	[714, 1804, 1051, 1951]
paragraph: A la bonne heure ! L'Univers et la Défense, Veuillot et Dupanloup, n'accuseront plus l'université d'être une fournaise d'athéisme. Quand M. de Belcastel interpellera encore M. Waddington sur les doctrines rationnelles qui ont cours dans les écoles, il pourra lui répondre : « Vous êtes dans une profonde erreur ; nous enseignons que les francs-maçons sont d'affreux conspirateurs, des fourbes, des fripons, presque des assassins. » Que voulez-vous de plus ?	[20, 1546, 341, 1698]
verse-line: Qui dormît si tranquillement.	[1092, 446, 1298, 463]
